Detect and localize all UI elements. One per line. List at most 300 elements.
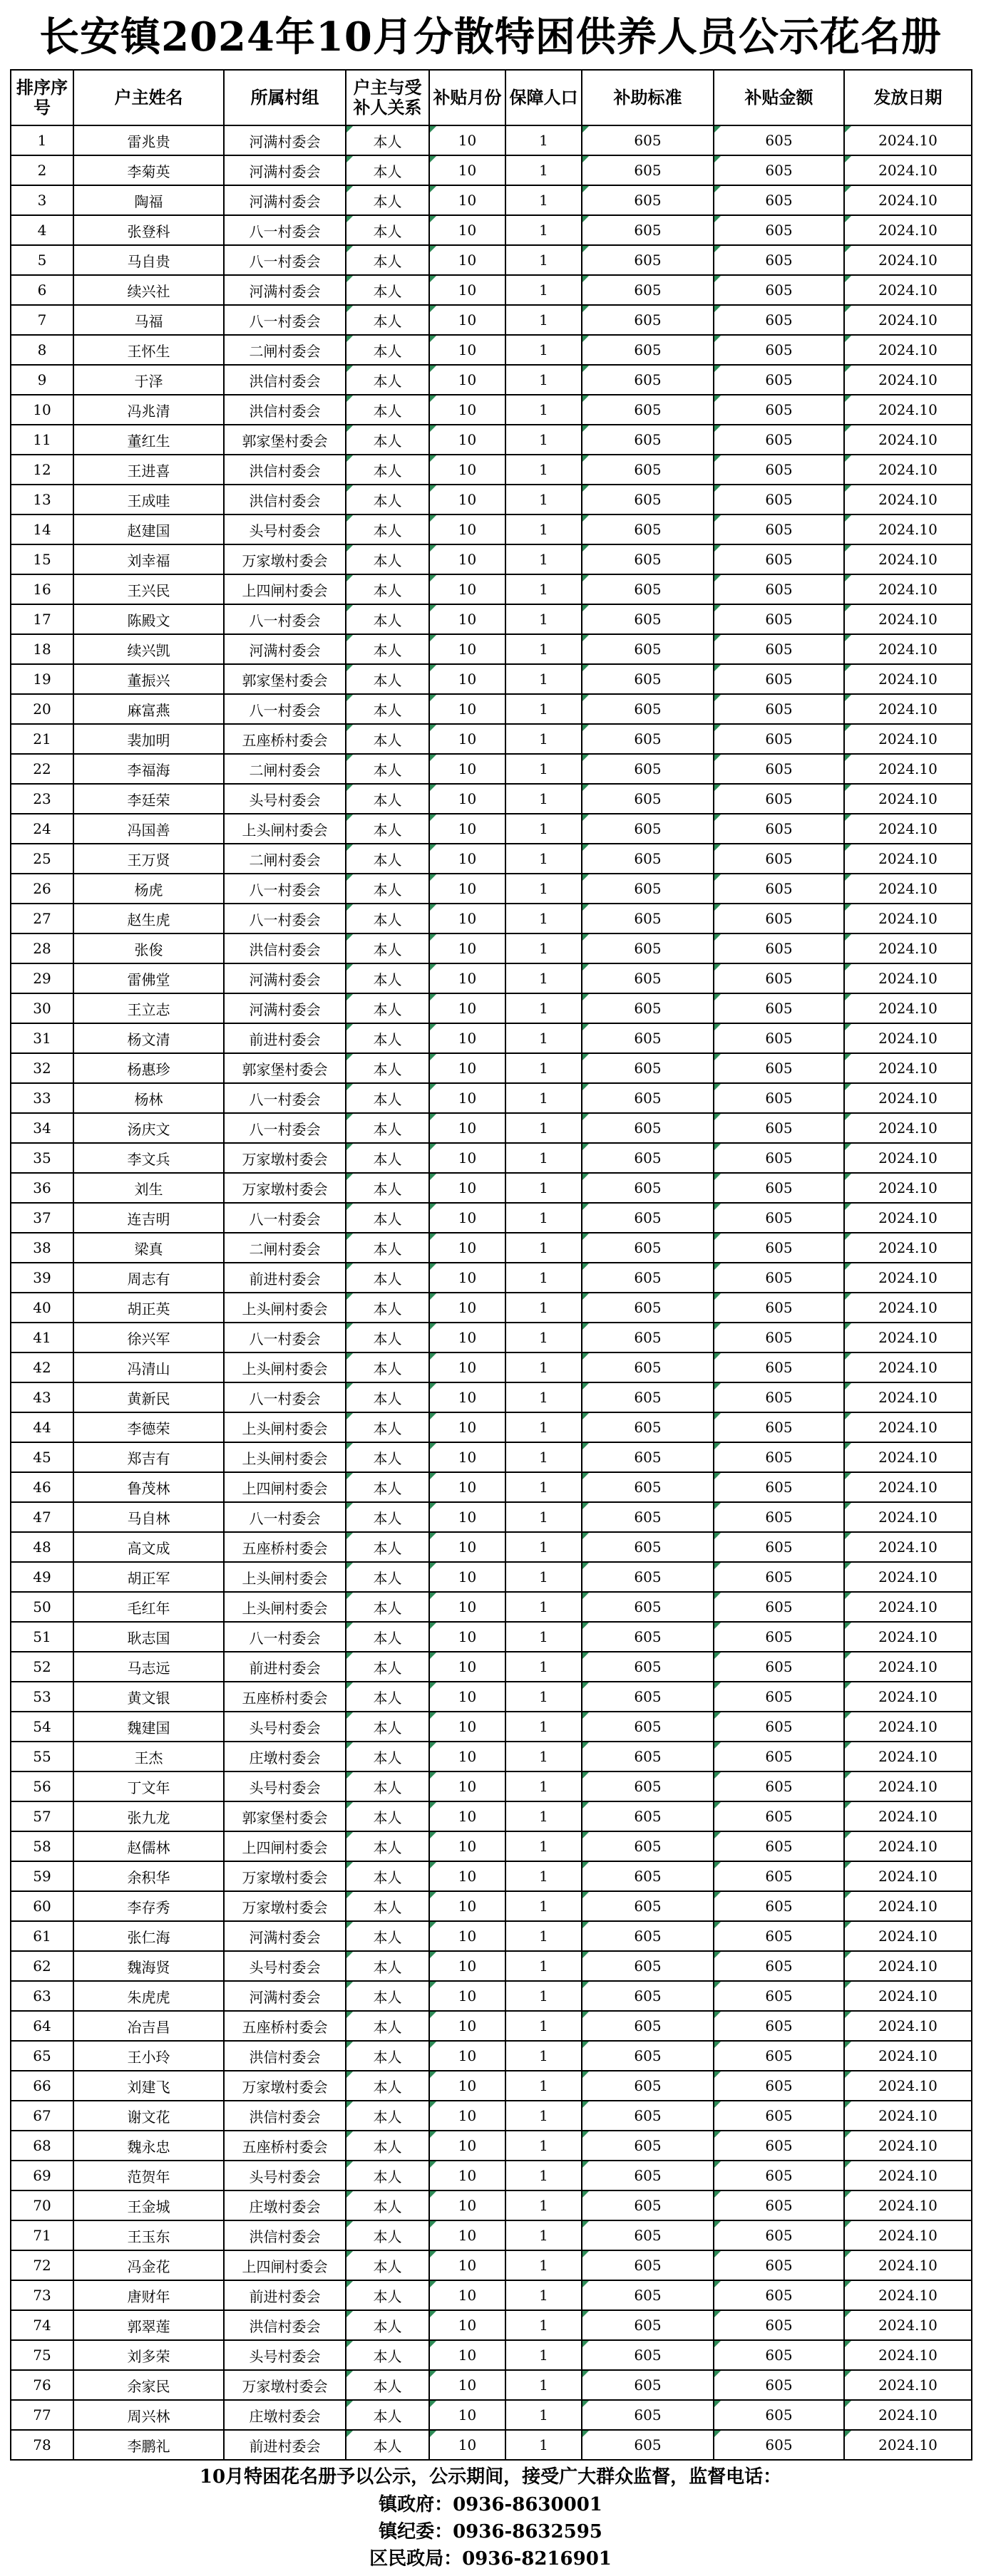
- cell-amount: 605: [714, 335, 844, 365]
- cell-village: 洪信村委会: [224, 365, 346, 395]
- cell-population: 1: [505, 1442, 582, 1472]
- cell-standard: 605: [582, 993, 714, 1023]
- cell-village: 五座桥村委会: [224, 1532, 346, 1562]
- cell-standard: 605: [582, 904, 714, 933]
- cell-village: 万家墩村委会: [224, 544, 346, 574]
- table-row: [11, 2400, 972, 2430]
- cell-population: 1: [505, 2011, 582, 2041]
- table-row: [11, 514, 972, 544]
- cell-month: 10: [429, 1652, 505, 1682]
- cell-index: 27: [11, 904, 73, 933]
- cell-population: 1: [505, 2400, 582, 2430]
- cell-relation: 本人: [346, 1861, 429, 1891]
- cell-month: 10: [429, 634, 505, 664]
- cell-population: 1: [505, 1323, 582, 1352]
- cell-date: 2024.10: [844, 1173, 972, 1203]
- cell-relation: 本人: [346, 604, 429, 634]
- cell-village: 郭家堡村委会: [224, 1053, 346, 1083]
- cell-standard: 605: [582, 634, 714, 664]
- cell-name: 杨惠珍: [73, 1053, 224, 1083]
- cell-village: 二闸村委会: [224, 844, 346, 874]
- cell-index: 76: [11, 2370, 73, 2400]
- cell-amount: 605: [714, 1801, 844, 1831]
- cell-name: 毛红年: [73, 1592, 224, 1622]
- cell-amount: 605: [714, 1592, 844, 1622]
- table-row: [11, 1951, 972, 1981]
- table-row: [11, 814, 972, 844]
- cell-population: 1: [505, 544, 582, 574]
- cell-name: 冶吉昌: [73, 2011, 224, 2041]
- cell-relation: 本人: [346, 1352, 429, 1382]
- roster-body: [11, 125, 972, 2460]
- cell-month: 10: [429, 1891, 505, 1921]
- cell-village: 上四闸村委会: [224, 1831, 346, 1861]
- cell-month: 10: [429, 1143, 505, 1173]
- cell-name: 冯金花: [73, 2250, 224, 2280]
- cell-standard: 605: [582, 1502, 714, 1532]
- cell-relation: 本人: [346, 514, 429, 544]
- cell-standard: 605: [582, 125, 714, 155]
- cell-relation: 本人: [346, 1293, 429, 1323]
- cell-month: 10: [429, 1173, 505, 1203]
- cell-population: 1: [505, 1981, 582, 2011]
- table-row: [11, 2101, 972, 2131]
- cell-relation: 本人: [346, 1233, 429, 1263]
- cell-relation: 本人: [346, 1143, 429, 1173]
- cell-standard: 605: [582, 1682, 714, 1712]
- cell-name: 余积华: [73, 1861, 224, 1891]
- cell-amount: 605: [714, 1083, 844, 1113]
- cell-amount: 605: [714, 1293, 844, 1323]
- table-row: [11, 425, 972, 455]
- cell-month: 10: [429, 2071, 505, 2101]
- table-row: [11, 2430, 972, 2460]
- cell-month: 10: [429, 2340, 505, 2370]
- cell-date: 2024.10: [844, 1053, 972, 1083]
- cell-index: 60: [11, 1891, 73, 1921]
- cell-village: 二闸村委会: [224, 335, 346, 365]
- cell-amount: 605: [714, 365, 844, 395]
- cell-population: 1: [505, 1293, 582, 1323]
- cell-population: 1: [505, 844, 582, 874]
- cell-village: 洪信村委会: [224, 395, 346, 425]
- cell-population: 1: [505, 245, 582, 275]
- cell-amount: 605: [714, 1472, 844, 1502]
- cell-date: 2024.10: [844, 1562, 972, 1592]
- cell-population: 1: [505, 963, 582, 993]
- cell-standard: 605: [582, 1712, 714, 1742]
- cell-village: 八一村委会: [224, 1502, 346, 1532]
- cell-relation: 本人: [346, 1323, 429, 1352]
- cell-index: 15: [11, 544, 73, 574]
- cell-village: 洪信村委会: [224, 2310, 346, 2340]
- cell-index: 78: [11, 2430, 73, 2460]
- cell-standard: 605: [582, 1263, 714, 1293]
- cell-date: 2024.10: [844, 784, 972, 814]
- cell-population: 1: [505, 1352, 582, 1382]
- cell-standard: 605: [582, 2250, 714, 2280]
- table-row: [11, 933, 972, 963]
- cell-relation: 本人: [346, 1891, 429, 1921]
- table-row: [11, 395, 972, 425]
- cell-month: 10: [429, 2370, 505, 2400]
- cell-relation: 本人: [346, 963, 429, 993]
- cell-name: 张登科: [73, 215, 224, 245]
- cell-standard: 605: [582, 1771, 714, 1801]
- cell-population: 1: [505, 2101, 582, 2131]
- table-row: [11, 1861, 972, 1891]
- cell-standard: 605: [582, 754, 714, 784]
- cell-month: 10: [429, 514, 505, 544]
- cell-month: 10: [429, 1682, 505, 1712]
- cell-date: 2024.10: [844, 485, 972, 514]
- cell-standard: 605: [582, 963, 714, 993]
- cell-population: 1: [505, 1622, 582, 1652]
- cell-population: 1: [505, 1233, 582, 1263]
- cell-name: 裴加明: [73, 724, 224, 754]
- table-row: [11, 784, 972, 814]
- cell-amount: 605: [714, 993, 844, 1023]
- cell-population: 1: [505, 485, 582, 514]
- cell-date: 2024.10: [844, 395, 972, 425]
- table-row: [11, 1801, 972, 1831]
- cell-index: 47: [11, 1502, 73, 1532]
- cell-population: 1: [505, 1861, 582, 1891]
- cell-index: 69: [11, 2161, 73, 2190]
- cell-amount: 605: [714, 2430, 844, 2460]
- cell-relation: 本人: [346, 1682, 429, 1712]
- cell-village: 河满村委会: [224, 993, 346, 1023]
- cell-index: 73: [11, 2280, 73, 2310]
- cell-month: 10: [429, 2101, 505, 2131]
- cell-month: 10: [429, 2310, 505, 2340]
- cell-date: 2024.10: [844, 215, 972, 245]
- cell-month: 10: [429, 125, 505, 155]
- cell-relation: 本人: [346, 1951, 429, 1981]
- cell-amount: 605: [714, 425, 844, 455]
- cell-name: 鲁茂林: [73, 1472, 224, 1502]
- cell-month: 10: [429, 1023, 505, 1053]
- cell-index: 75: [11, 2340, 73, 2370]
- table-row: [11, 275, 972, 305]
- cell-date: 2024.10: [844, 993, 972, 1023]
- col-header-relation: 户主与受补人关系: [346, 70, 429, 125]
- cell-standard: 605: [582, 604, 714, 634]
- cell-index: 55: [11, 1742, 73, 1771]
- cell-month: 10: [429, 1323, 505, 1352]
- cell-amount: 605: [714, 2370, 844, 2400]
- cell-date: 2024.10: [844, 2280, 972, 2310]
- table-row: [11, 1173, 972, 1203]
- cell-index: 36: [11, 1173, 73, 1203]
- cell-name: 胡正军: [73, 1562, 224, 1592]
- cell-month: 10: [429, 215, 505, 245]
- cell-month: 10: [429, 904, 505, 933]
- col-header-index: 排序序号: [11, 70, 73, 125]
- cell-index: 12: [11, 455, 73, 485]
- cell-relation: 本人: [346, 1382, 429, 1412]
- cell-standard: 605: [582, 1831, 714, 1861]
- table-row: [11, 1712, 972, 1742]
- cell-amount: 605: [714, 1323, 844, 1352]
- cell-relation: 本人: [346, 814, 429, 844]
- cell-standard: 605: [582, 1113, 714, 1143]
- cell-month: 10: [429, 365, 505, 395]
- cell-name: 麻富燕: [73, 694, 224, 724]
- cell-index: 53: [11, 1682, 73, 1712]
- cell-relation: 本人: [346, 1592, 429, 1622]
- cell-standard: 605: [582, 2161, 714, 2190]
- cell-population: 1: [505, 574, 582, 604]
- cell-population: 1: [505, 1951, 582, 1981]
- cell-amount: 605: [714, 1742, 844, 1771]
- cell-index: 23: [11, 784, 73, 814]
- cell-amount: 605: [714, 125, 844, 155]
- cell-month: 10: [429, 455, 505, 485]
- cell-relation: 本人: [346, 1742, 429, 1771]
- cell-index: 28: [11, 933, 73, 963]
- col-header-population: 保障人口: [505, 70, 582, 125]
- cell-standard: 605: [582, 2041, 714, 2071]
- cell-village: 上头闸村委会: [224, 814, 346, 844]
- cell-date: 2024.10: [844, 1652, 972, 1682]
- cell-name: 王进喜: [73, 455, 224, 485]
- cell-month: 10: [429, 993, 505, 1023]
- cell-date: 2024.10: [844, 1113, 972, 1143]
- cell-date: 2024.10: [844, 125, 972, 155]
- cell-month: 10: [429, 1113, 505, 1143]
- cell-population: 1: [505, 514, 582, 544]
- cell-date: 2024.10: [844, 1203, 972, 1233]
- cell-village: 郭家堡村委会: [224, 1801, 346, 1831]
- cell-standard: 605: [582, 1233, 714, 1263]
- cell-amount: 605: [714, 1861, 844, 1891]
- cell-standard: 605: [582, 694, 714, 724]
- cell-date: 2024.10: [844, 634, 972, 664]
- cell-index: 21: [11, 724, 73, 754]
- cell-month: 10: [429, 784, 505, 814]
- cell-index: 52: [11, 1652, 73, 1682]
- cell-date: 2024.10: [844, 365, 972, 395]
- cell-month: 10: [429, 1951, 505, 1981]
- cell-village: 前进村委会: [224, 1652, 346, 1682]
- cell-date: 2024.10: [844, 814, 972, 844]
- cell-population: 1: [505, 1742, 582, 1771]
- cell-index: 4: [11, 215, 73, 245]
- table-row: [11, 904, 972, 933]
- cell-standard: 605: [582, 1562, 714, 1592]
- cell-standard: 605: [582, 1532, 714, 1562]
- cell-village: 上四闸村委会: [224, 2250, 346, 2280]
- cell-month: 10: [429, 724, 505, 754]
- cell-index: 9: [11, 365, 73, 395]
- cell-month: 10: [429, 694, 505, 724]
- cell-name: 李存秀: [73, 1891, 224, 1921]
- cell-amount: 605: [714, 1442, 844, 1472]
- cell-standard: 605: [582, 574, 714, 604]
- cell-name: 魏海贤: [73, 1951, 224, 1981]
- cell-amount: 605: [714, 933, 844, 963]
- cell-population: 1: [505, 425, 582, 455]
- table-row: [11, 305, 972, 335]
- table-row: [11, 844, 972, 874]
- cell-standard: 605: [582, 2190, 714, 2220]
- cell-month: 10: [429, 1472, 505, 1502]
- cell-village: 八一村委会: [224, 694, 346, 724]
- cell-population: 1: [505, 2041, 582, 2071]
- cell-index: 24: [11, 814, 73, 844]
- cell-relation: 本人: [346, 1263, 429, 1293]
- cell-index: 45: [11, 1442, 73, 1472]
- cell-index: 72: [11, 2250, 73, 2280]
- cell-standard: 605: [582, 724, 714, 754]
- cell-month: 10: [429, 1742, 505, 1771]
- cell-amount: 605: [714, 1652, 844, 1682]
- cell-population: 1: [505, 1682, 582, 1712]
- cell-population: 1: [505, 2131, 582, 2161]
- table-row: [11, 634, 972, 664]
- cell-relation: 本人: [346, 365, 429, 395]
- cell-standard: 605: [582, 2131, 714, 2161]
- cell-amount: 605: [714, 574, 844, 604]
- cell-village: 万家墩村委会: [224, 1891, 346, 1921]
- table-row: [11, 1412, 972, 1442]
- cell-village: 二闸村委会: [224, 754, 346, 784]
- cell-month: 10: [429, 1382, 505, 1412]
- table-row: [11, 2280, 972, 2310]
- cell-name: 刘幸福: [73, 544, 224, 574]
- cell-relation: 本人: [346, 904, 429, 933]
- cell-village: 头号村委会: [224, 2161, 346, 2190]
- cell-standard: 605: [582, 814, 714, 844]
- cell-amount: 605: [714, 963, 844, 993]
- cell-index: 68: [11, 2131, 73, 2161]
- cell-population: 1: [505, 455, 582, 485]
- cell-index: 31: [11, 1023, 73, 1053]
- cell-index: 40: [11, 1293, 73, 1323]
- cell-date: 2024.10: [844, 2340, 972, 2370]
- cell-standard: 605: [582, 395, 714, 425]
- cell-amount: 605: [714, 455, 844, 485]
- cell-amount: 605: [714, 2220, 844, 2250]
- cell-amount: 605: [714, 305, 844, 335]
- cell-name: 李福海: [73, 754, 224, 784]
- cell-village: 洪信村委会: [224, 2041, 346, 2071]
- cell-standard: 605: [582, 2280, 714, 2310]
- cell-village: 头号村委会: [224, 784, 346, 814]
- cell-index: 5: [11, 245, 73, 275]
- cell-name: 续兴凯: [73, 634, 224, 664]
- cell-date: 2024.10: [844, 754, 972, 784]
- cell-name: 范贺年: [73, 2161, 224, 2190]
- cell-index: 34: [11, 1113, 73, 1143]
- cell-date: 2024.10: [844, 1622, 972, 1652]
- cell-relation: 本人: [346, 544, 429, 574]
- cell-month: 10: [429, 1053, 505, 1083]
- cell-amount: 605: [714, 485, 844, 514]
- cell-amount: 605: [714, 544, 844, 574]
- cell-population: 1: [505, 2071, 582, 2101]
- cell-village: 上头闸村委会: [224, 1442, 346, 1472]
- cell-population: 1: [505, 1113, 582, 1143]
- cell-index: 10: [11, 395, 73, 425]
- cell-standard: 605: [582, 933, 714, 963]
- cell-month: 10: [429, 2250, 505, 2280]
- cell-relation: 本人: [346, 2250, 429, 2280]
- cell-month: 10: [429, 2041, 505, 2071]
- table-row: [11, 2310, 972, 2340]
- cell-date: 2024.10: [844, 2220, 972, 2250]
- cell-population: 1: [505, 1562, 582, 1592]
- cell-standard: 605: [582, 2071, 714, 2101]
- table-row: [11, 2190, 972, 2220]
- cell-standard: 605: [582, 1652, 714, 1682]
- cell-index: 67: [11, 2101, 73, 2131]
- cell-relation: 本人: [346, 1532, 429, 1562]
- cell-population: 1: [505, 724, 582, 754]
- cell-index: 74: [11, 2310, 73, 2340]
- cell-village: 八一村委会: [224, 604, 346, 634]
- cell-village: 头号村委会: [224, 514, 346, 544]
- cell-amount: 605: [714, 1143, 844, 1173]
- cell-date: 2024.10: [844, 455, 972, 485]
- cell-name: 朱虎虎: [73, 1981, 224, 2011]
- cell-village: 河满村委会: [224, 155, 346, 185]
- cell-population: 1: [505, 1801, 582, 1831]
- cell-relation: 本人: [346, 245, 429, 275]
- cell-population: 1: [505, 814, 582, 844]
- cell-month: 10: [429, 814, 505, 844]
- cell-village: 郭家堡村委会: [224, 664, 346, 694]
- cell-relation: 本人: [346, 1831, 429, 1861]
- cell-amount: 605: [714, 1562, 844, 1592]
- cell-standard: 605: [582, 425, 714, 455]
- cell-amount: 605: [714, 215, 844, 245]
- cell-standard: 605: [582, 1592, 714, 1622]
- cell-month: 10: [429, 2131, 505, 2161]
- cell-index: 46: [11, 1472, 73, 1502]
- cell-amount: 605: [714, 1352, 844, 1382]
- cell-population: 1: [505, 1382, 582, 1412]
- cell-amount: 605: [714, 2280, 844, 2310]
- cell-village: 上头闸村委会: [224, 1592, 346, 1622]
- cell-index: 51: [11, 1622, 73, 1652]
- cell-population: 1: [505, 904, 582, 933]
- cell-amount: 605: [714, 1173, 844, 1203]
- cell-village: 万家墩村委会: [224, 1861, 346, 1891]
- cell-date: 2024.10: [844, 904, 972, 933]
- table-row: [11, 724, 972, 754]
- col-header-standard: 补助标准: [582, 70, 714, 125]
- cell-standard: 605: [582, 2101, 714, 2131]
- footer-notice: 10月特困花名册予以公示，公示期间，接受广大群众监督，监督电话：: [199, 2466, 782, 2488]
- cell-amount: 605: [714, 1771, 844, 1801]
- cell-relation: 本人: [346, 2041, 429, 2071]
- cell-name: 王成哇: [73, 485, 224, 514]
- table-row: [11, 1113, 972, 1143]
- cell-date: 2024.10: [844, 425, 972, 455]
- cell-amount: 605: [714, 185, 844, 215]
- cell-standard: 605: [582, 305, 714, 335]
- cell-month: 10: [429, 874, 505, 904]
- cell-date: 2024.10: [844, 185, 972, 215]
- cell-village: 庄墩村委会: [224, 1742, 346, 1771]
- cell-village: 前进村委会: [224, 1023, 346, 1053]
- cell-relation: 本人: [346, 125, 429, 155]
- cell-name: 王怀生: [73, 335, 224, 365]
- table-row: [11, 1382, 972, 1412]
- table-row: [11, 754, 972, 784]
